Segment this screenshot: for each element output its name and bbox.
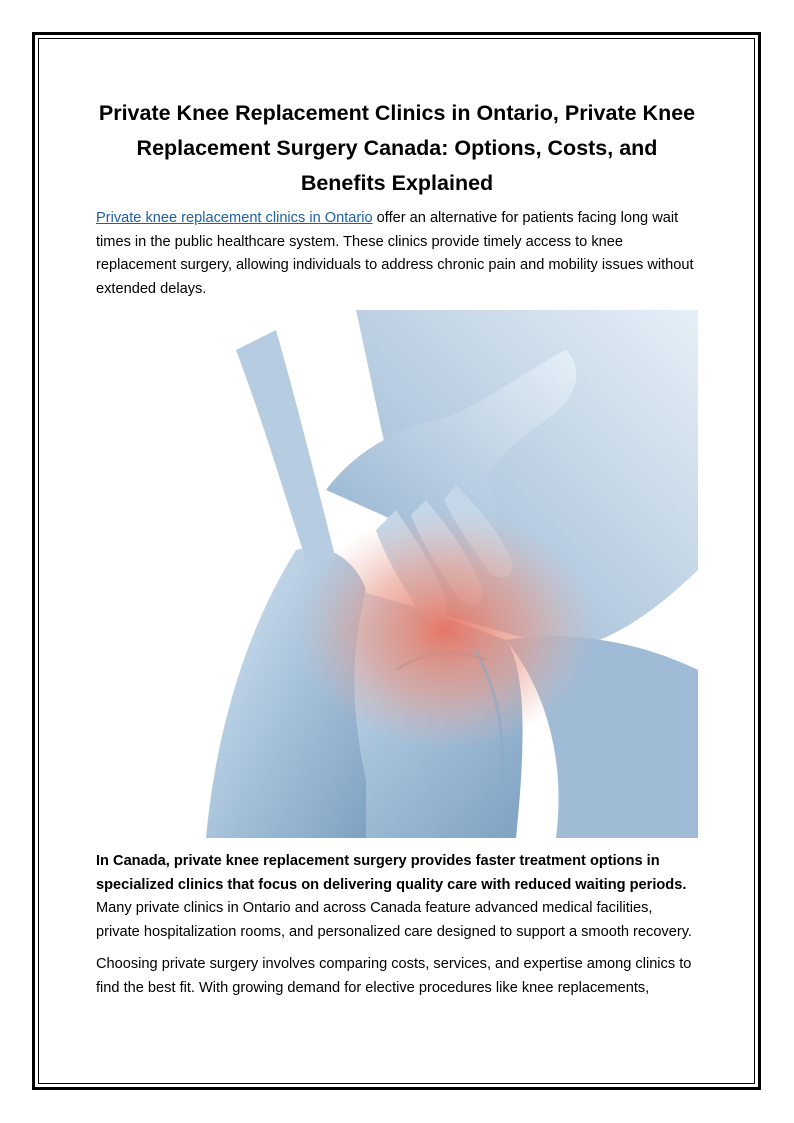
knee-pain-photo (96, 310, 698, 838)
intro-text: offer an alternative for patients facing long wait times in the public healthcare system. These clinics provide timely access to knee replacement surgery, allowing individuals to address chronic pain and mobility issues without extended delays. (96, 210, 694, 297)
intro-paragraph (96, 207, 698, 301)
paragraph-canada-text: Many private clinics in Ontario and across Canada feature advanced medical facilities, private hospitalization rooms, and personalized care designed to support a smooth recovery. (96, 900, 692, 940)
clinics-ontario-link[interactable]: Private knee replacement clinics in Ontario (96, 210, 373, 226)
page-title: Private Knee Replacement Clinics in Ontario, Private Knee Replacement Surgery Canada: Options, Costs, and Benefits Explained (98, 101, 696, 195)
paragraph-choosing: Choosing private surgery involves comparing costs, services, and expertise among clinics to find the best fit. With growing demand for elective procedures like knee replacements, (96, 956, 692, 996)
paragraph-canada (96, 850, 698, 944)
paragraph-canada-bold: In Canada, private knee replacement surgery provides faster treatment options in specialized clinics that focus on delivering quality care with reduced waiting periods. (96, 853, 687, 893)
